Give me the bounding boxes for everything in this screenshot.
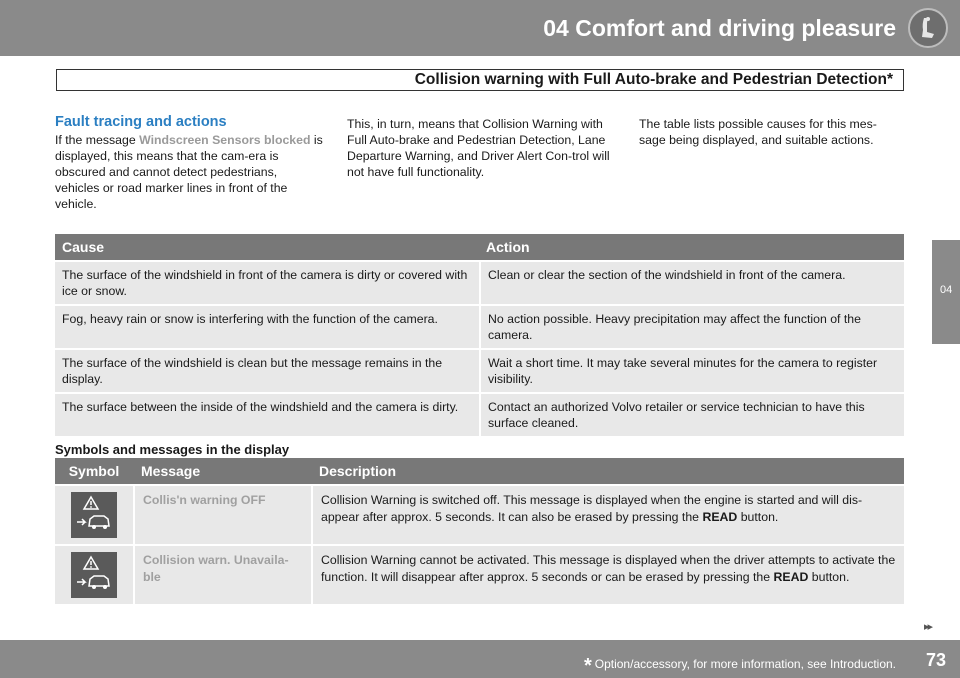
footer-note-text: Option/accessory, for more information, see Introduction. [594, 657, 896, 671]
symbol-cell [55, 544, 133, 604]
action-cell: No action possible. Heavy precipitation may affect the function of the camera. [479, 304, 904, 348]
table-row [55, 348, 904, 392]
fault-column-2: This, in turn, means that Collision Warning with Full Auto-brake and Pedestrian Detection, Lane Departure Warning, and Driver Alert Con-trol will not have full functionality. [347, 117, 610, 179]
cause-action-table [55, 234, 904, 436]
symbol-header: Symbol [55, 458, 133, 484]
fault-column-3: The table lists possible causes for this mes-sage being displayed, and suitable actions. [639, 117, 877, 147]
read-button-label: READ [773, 570, 809, 584]
footer-note [584, 655, 896, 678]
fault-text-pre: If the message [55, 133, 140, 147]
page-number: 73 [926, 650, 947, 670]
fault-message-highlight: Windscreen Sensors blocked [139, 133, 311, 147]
symbols-table [55, 458, 904, 604]
section-title-box [56, 69, 904, 91]
description-text-end: button. [737, 510, 779, 524]
action-header: Action [479, 234, 904, 260]
description-header: Description [311, 458, 904, 484]
description-text: Collision Warning cannot be activated. This message is displayed when the driver attempts to activate the function. It will disappear after approx. 5 seconds or can be erased by pressing the [321, 553, 896, 584]
table-row [55, 304, 904, 348]
table-row [55, 484, 904, 544]
action-cell: Wait a short time. It may take several minutes for the camera to register visibility. [479, 348, 904, 392]
read-button-label: READ [702, 510, 738, 524]
message-header: Message [133, 458, 311, 484]
continue-arrows-icon: ▸▸ [924, 621, 932, 633]
message-text: Collision warn. Unavaila-ble [143, 553, 289, 584]
chapter-header [0, 0, 960, 56]
chapter-tab-label: 04 [940, 284, 953, 296]
seat-icon [908, 8, 948, 48]
asterisk: * [583, 655, 592, 677]
message-text: Collis'n warning OFF [143, 493, 266, 507]
cause-cell: Fog, heavy rain or snow is interfering with the function of the camera. [55, 304, 479, 348]
fault-heading: Fault tracing and actions [55, 114, 227, 130]
action-cell: Contact an authorized Volvo retailer or service technician to have this surface cleaned. [479, 392, 904, 436]
cause-cell: The surface of the windshield in front of the camera is dirty or covered with ice or snow. [55, 260, 479, 304]
symbols-heading: Symbols and messages in the display [55, 442, 290, 457]
message-cell [133, 544, 311, 604]
collision-warning-icon [71, 492, 117, 538]
description-text: Collision Warning is switched off. This message is displayed when the engine is started and will dis-appear after approx. 5 seconds. It can also be erased by pressing the [321, 493, 863, 524]
description-cell [311, 544, 904, 604]
chapter-title: 04 Comfort and driving pleasure [543, 15, 896, 41]
action-cell: Clean or clear the section of the windshield in front of the camera. [479, 260, 904, 304]
fault-column-1 [55, 114, 325, 212]
table-row [55, 260, 904, 304]
cause-header: Cause [55, 234, 479, 260]
table-row [55, 544, 904, 604]
section-title: Collision warning with Full Auto-brake and Pedestrian Detection* [414, 71, 893, 88]
table-row [55, 392, 904, 436]
cause-cell: The surface of the windshield is clean but the message remains in the display. [55, 348, 479, 392]
description-text-end: button. [808, 570, 850, 584]
collision-warning-icon [71, 552, 117, 598]
cause-cell: The surface between the inside of the windshield and the camera is dirty. [55, 392, 479, 436]
fault-text-post: is displayed, this means that the cam-era is obscured and cannot detect pedestrians, vehicles or road marker lines in front of the vehicle. [55, 133, 323, 211]
description-cell [311, 484, 904, 544]
message-cell [133, 484, 311, 544]
symbol-cell [55, 484, 133, 544]
